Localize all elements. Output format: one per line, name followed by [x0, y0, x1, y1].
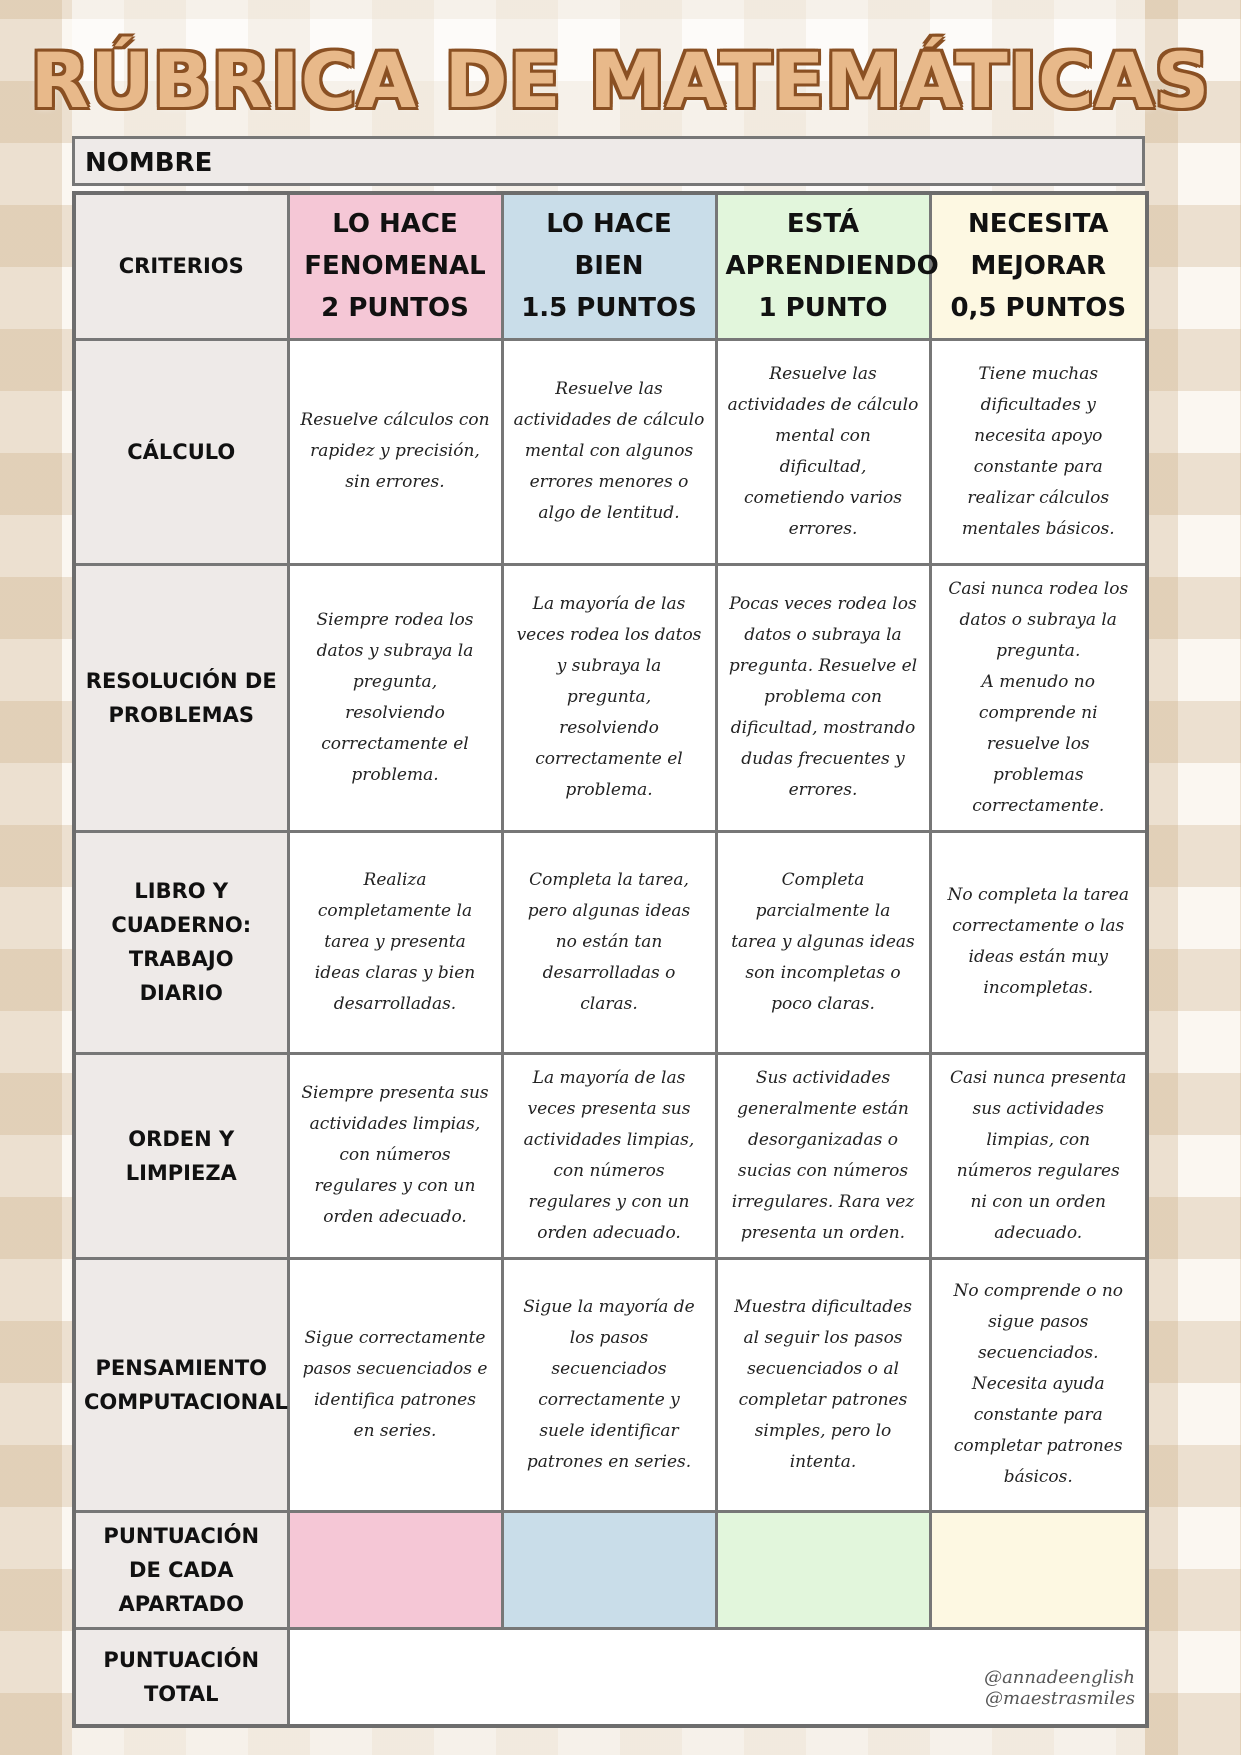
table-row [74, 831, 1147, 1053]
descriptor-cell: Sigue correctamente pasos secuenciados e identifica patrones en series. [288, 1258, 502, 1511]
score-row-label: PUNTUACIÓN DE CADA APARTADO [74, 1511, 288, 1628]
descriptor-cell: Siempre presenta sus actividades limpias, con números regulares y con un orden adecuado. [288, 1053, 502, 1258]
page-title: RÚBRICA DE MATEMÁTICAS [30, 36, 1211, 125]
table-row [74, 1258, 1147, 1511]
score-cell-mejorar[interactable] [930, 1511, 1147, 1628]
total-label: PUNTUACIÓN TOTAL [74, 1628, 288, 1726]
criterion-orden-limpieza: ORDEN Y LIMPIEZA [74, 1053, 288, 1258]
descriptor-cell: Muestra dificultades al seguir los pasos secuenciados o al completar patrones simples, pero lo intenta. [716, 1258, 930, 1511]
descriptor-cell: Completa parcialmente la tarea y algunas ideas son incompletas o poco claras. [716, 831, 930, 1053]
criterion-calculo: CÁLCULO [74, 339, 288, 564]
criteria-header: CRITERIOS [74, 193, 288, 339]
criterion-resolucion-problemas: RESOLUCIÓN DE PROBLEMAS [74, 564, 288, 831]
table-row [74, 339, 1147, 564]
score-cell-bien[interactable] [502, 1511, 716, 1628]
descriptor-cell: La mayoría de las veces rodea los datos y subraya la pregunta, resolviendo correctamente el problema. [502, 564, 716, 831]
header-row [74, 193, 1147, 339]
descriptor-cell: Sigue la mayoría de los pasos secuenciados correctamente y suele identificar patrones en series. [502, 1258, 716, 1511]
descriptor-cell: Completa la tarea, pero algunas ideas no están tan desarrolladas o claras. [502, 831, 716, 1053]
score-cell-fenomenal[interactable] [288, 1511, 502, 1628]
credit-handle: @annadeenglish [984, 1667, 1135, 1688]
level-header-bien: LO HACE BIEN 1.5 PUNTOS [502, 193, 716, 339]
score-cell-aprendiendo[interactable] [716, 1511, 930, 1628]
level-header-fenomenal: LO HACE FENOMENAL 2 PUNTOS [288, 193, 502, 339]
descriptor-cell: No completa la tarea correctamente o las ideas están muy incompletas. [930, 831, 1147, 1053]
level-header-mejorar: NECESITA MEJORAR 0,5 PUNTOS [930, 193, 1147, 339]
score-row [74, 1511, 1147, 1628]
descriptor-cell: Casi nunca presenta sus actividades limpias, con números regulares ni con un orden adecuado. [930, 1053, 1147, 1258]
descriptor-cell: Resuelve las actividades de cálculo mental con algunos errores menores o algo de lentitud. [502, 339, 716, 564]
criterion-pensamiento-computacional: PENSAMIENTO COMPUTACIONAL [74, 1258, 288, 1511]
descriptor-cell: Tiene muchas dificultades y necesita apoyo constante para realizar cálculos mentales básicos. [930, 339, 1147, 564]
descriptor-cell: No comprende o no sigue pasos secuenciados. Necesita ayuda constante para completar patrones básicos. [930, 1258, 1147, 1511]
descriptor-cell: Sus actividades generalmente están desorganizadas o sucias con números irregulares. Rara vez presenta un orden. [716, 1053, 930, 1258]
descriptor-cell: Pocas veces rodea los datos o subraya la pregunta. Resuelve el problema con dificultad, mostrando dudas frecuentes y errores. [716, 564, 930, 831]
credits [790, 1667, 1135, 1709]
descriptor-cell: La mayoría de las veces presenta sus actividades limpias, con números regulares y con un orden adecuado. [502, 1053, 716, 1258]
descriptor-cell: Resuelve cálculos con rapidez y precisión, sin errores. [288, 339, 502, 564]
table-row [74, 1053, 1147, 1258]
descriptor-cell: Casi nunca rodea los datos o subraya la pregunta. A menudo no comprende ni resuelve los problemas correctamente. [930, 564, 1147, 831]
descriptor-cell: Realiza completamente la tarea y presenta ideas claras y bien desarrolladas. [288, 831, 502, 1053]
criterion-libro-cuaderno: LIBRO Y CUADERNO: TRABAJO DIARIO [74, 831, 288, 1053]
credit-handle: @maestrasmiles [985, 1688, 1135, 1709]
descriptor-cell: Siempre rodea los datos y subraya la pregunta, resolviendo correctamente el problema. [288, 564, 502, 831]
descriptor-cell: Resuelve las actividades de cálculo mental con dificultad, cometiendo varios errores. [716, 339, 930, 564]
rubric-table [72, 191, 1149, 1728]
name-label: NOMBRE [85, 148, 213, 178]
name-field[interactable] [72, 136, 1145, 186]
level-header-aprendiendo: ESTÁ APRENDIENDO 1 PUNTO [716, 193, 930, 339]
table-row [74, 564, 1147, 831]
